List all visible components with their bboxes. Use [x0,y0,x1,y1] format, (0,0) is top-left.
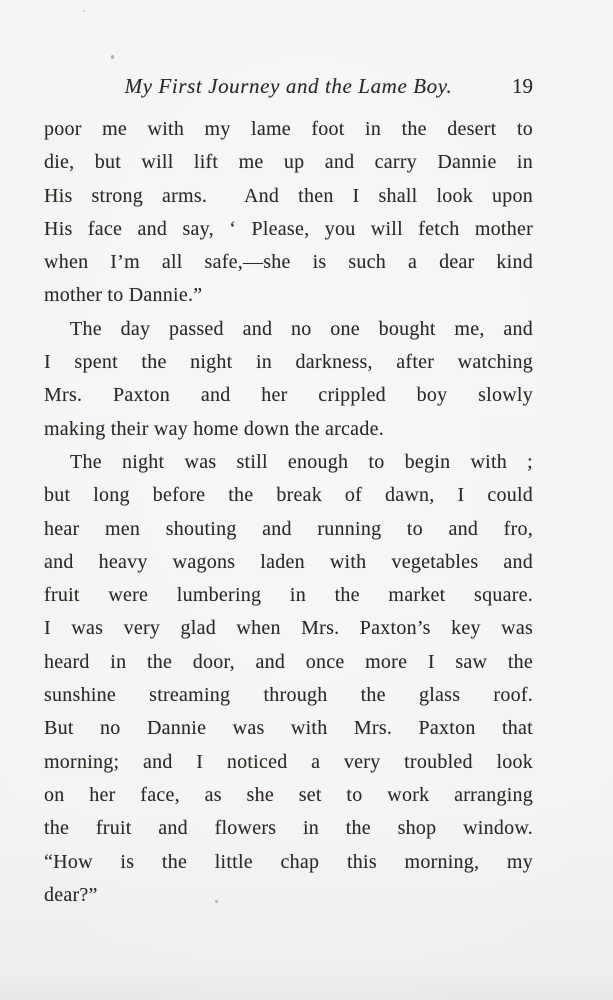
text-line: morning; and I noticed a very troubled look [44,750,533,773]
text-line: fruit were lumbering in the market square. [44,584,533,607]
text-line: His strong arms. And then I shall look upon [44,184,533,207]
text-line: but long before the break of dawn, I could [44,484,533,507]
text-line: on her face, as she set to work arranging [44,783,533,806]
text-line: making their way home down the arcade. [44,417,384,440]
running-header-title: My First Journey and the Lame Boy. [124,74,453,98]
text-line: heard in the door, and once more I saw the [44,650,533,673]
text-line: poor me with my lame foot in the desert to [44,118,533,140]
text-line: Mrs. Paxton and her crippled boy slowly [44,384,533,407]
text-line: hear men shouting and running to and fro, [44,517,533,540]
text-line: But no Dannie was with Mrs. Paxton that [44,717,533,740]
running-header [44,71,533,101]
text-line: die, but will lift me up and carry Dannie in [44,151,533,174]
paper-speck [83,10,85,12]
page-number: 19 [512,74,533,98]
text-line: The night was still enough to begin with ; [70,450,533,473]
text-line: sunshine streaming through the glass roof. [44,684,533,707]
text-line: I spent the night in darkness, after watching [44,351,533,374]
text-line: dear?” [44,883,98,906]
text-line: and heavy wagons laden with vegetables and [44,550,533,573]
paper-speck [215,900,218,903]
text-line: The day passed and no one bought me, and [70,317,533,340]
text-line: His face and say, ‘ Please, you will fetch mother [44,217,533,240]
text-line: when I’m all safe,—she is such a dear kind [44,251,533,274]
text-line: the fruit and flowers in the shop window. [44,817,533,840]
text-line: I was very glad when Mrs. Paxton’s key was [44,617,533,640]
page-body [44,113,533,912]
text-line: “How is the little chap this morning, my [44,850,533,873]
paper-speck [111,55,114,59]
text-line: mother to Dannie.” [44,284,203,307]
